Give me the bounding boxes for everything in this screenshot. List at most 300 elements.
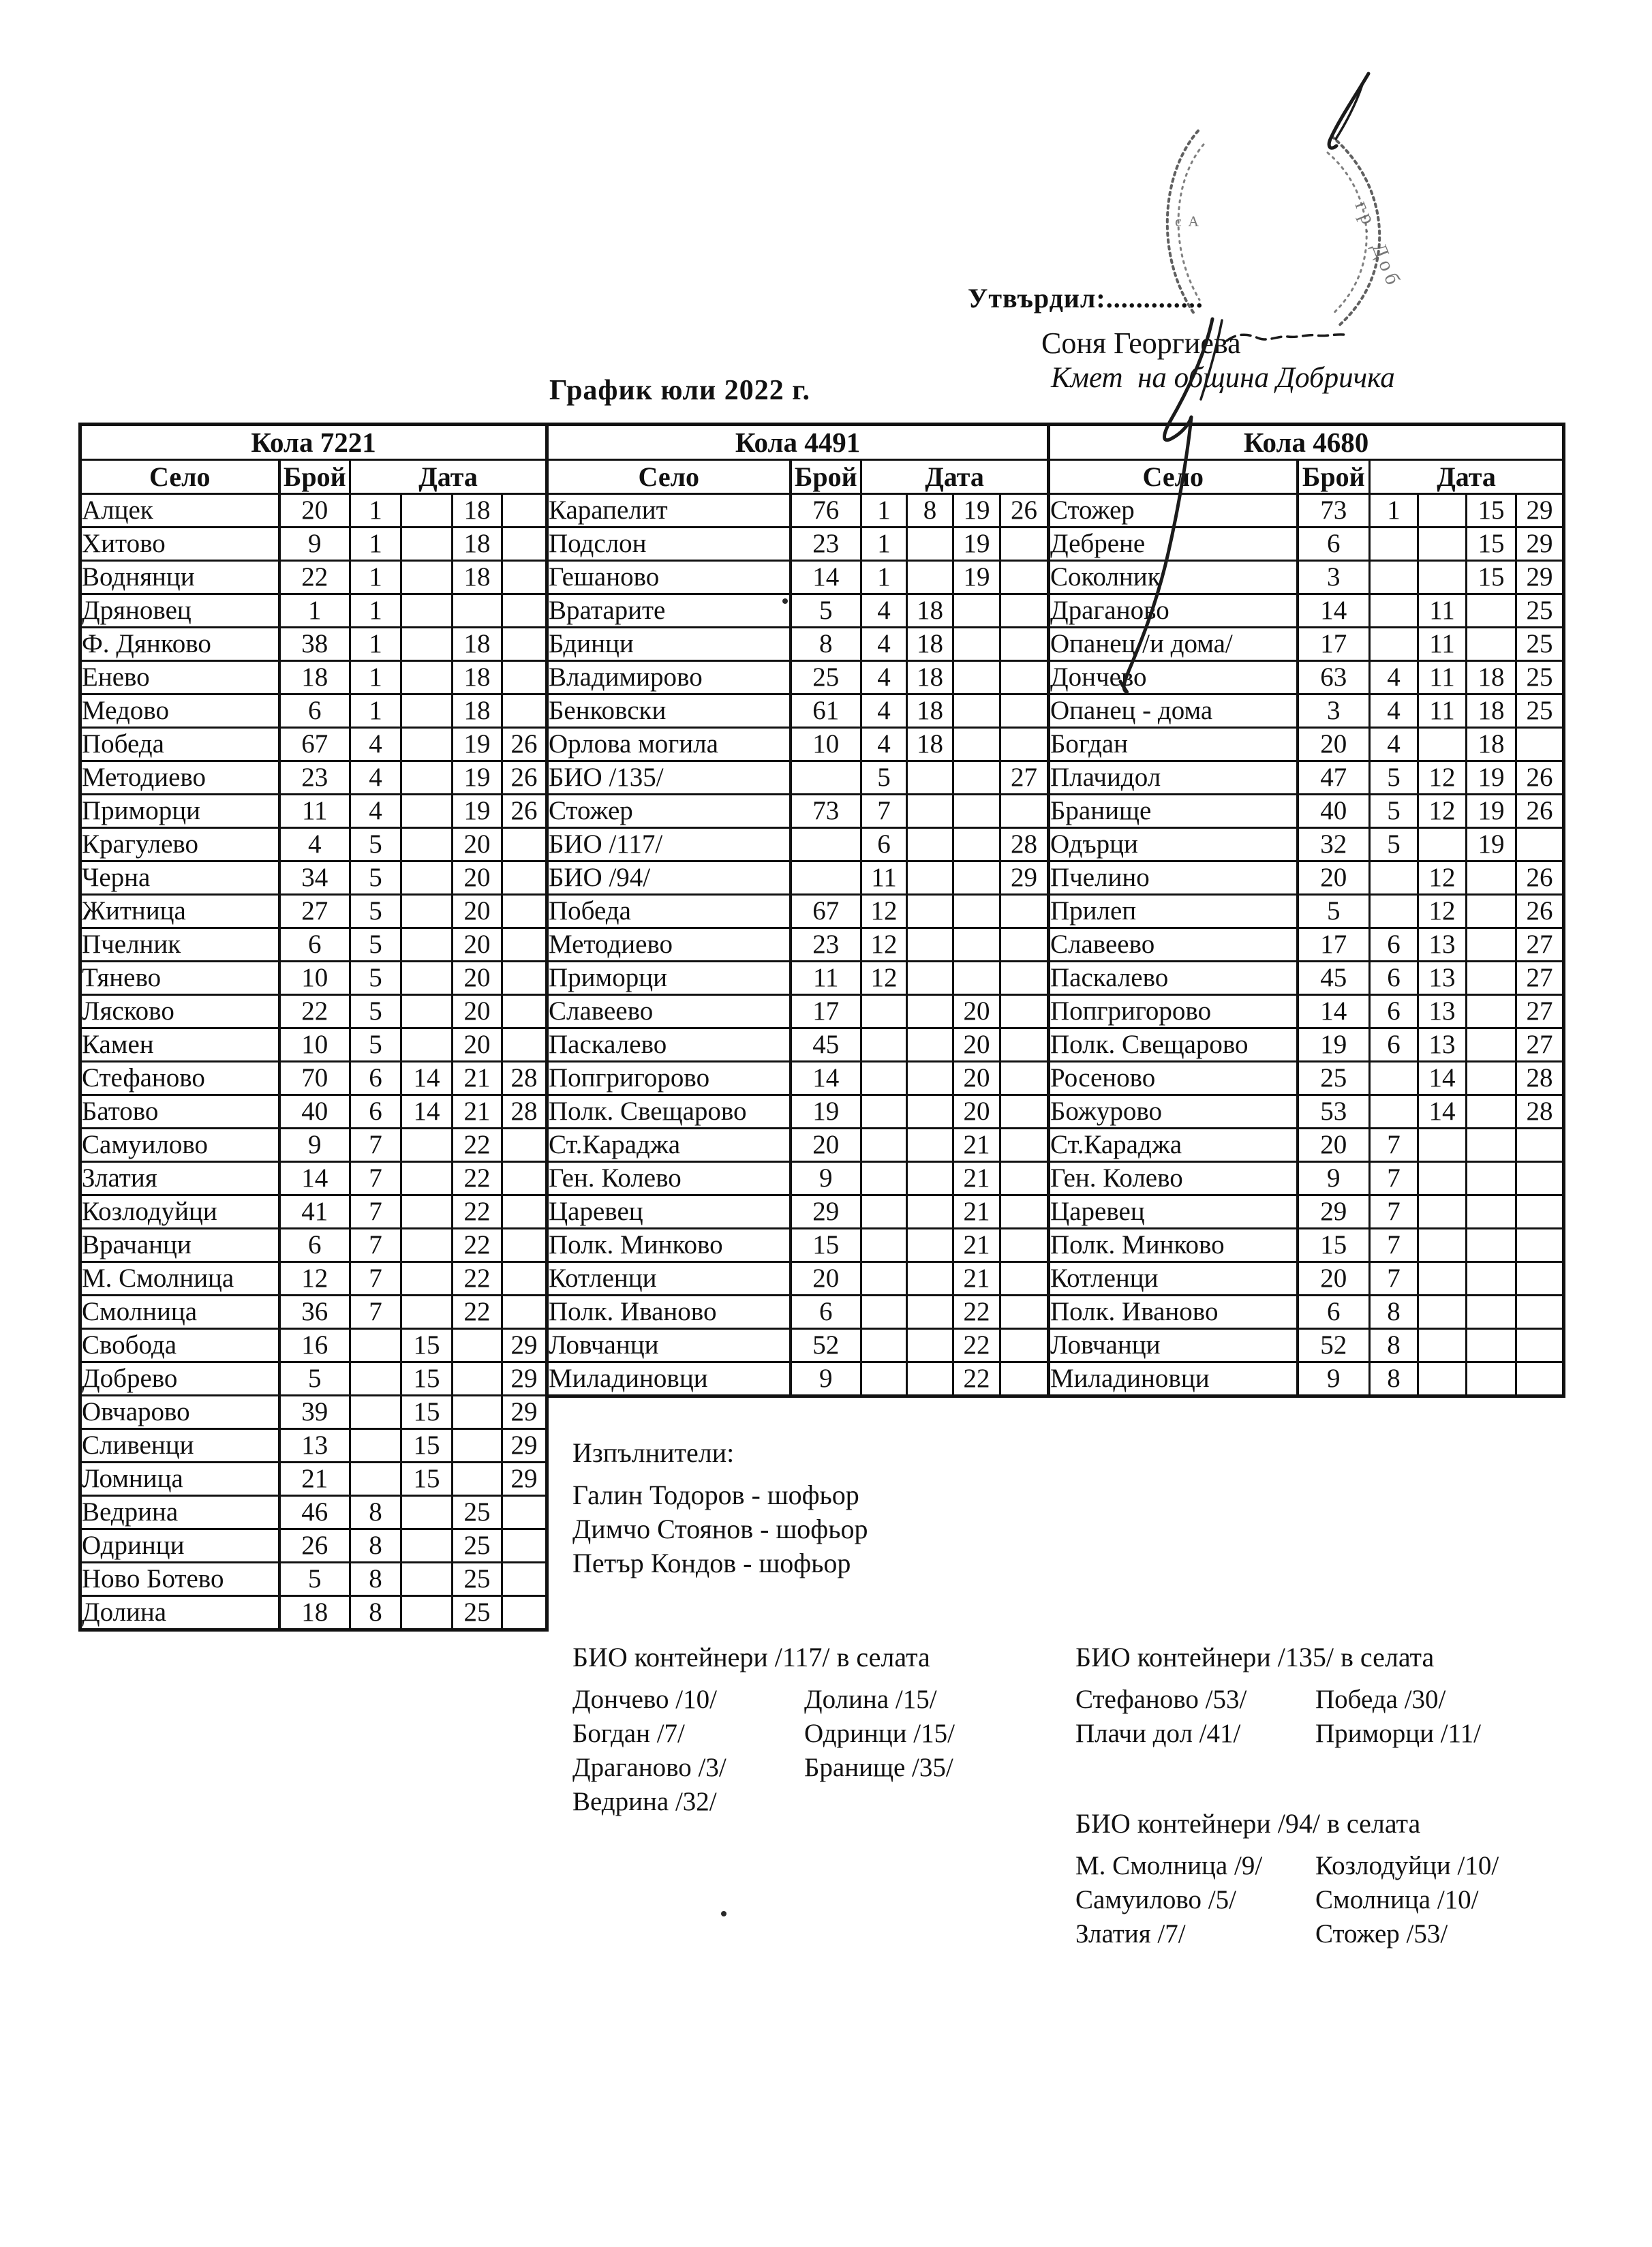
count-cell: 34	[279, 861, 350, 895]
count-cell: 9	[279, 528, 350, 561]
date-cell: 26	[1516, 895, 1564, 928]
table-row	[80, 528, 547, 561]
date-cell	[1370, 861, 1418, 895]
date-cell	[1000, 728, 1049, 761]
date-cell: 11	[1418, 661, 1467, 694]
date-cell	[401, 694, 453, 728]
executor-item: Петър Кондов - шофьор	[572, 1548, 851, 1578]
date-cell: 7	[350, 1262, 401, 1296]
count-cell: 9	[1298, 1362, 1370, 1396]
date-cell: 7	[1370, 1162, 1418, 1195]
table-row	[1049, 1296, 1564, 1329]
date-cell	[1418, 1162, 1467, 1195]
date-cell	[1000, 1262, 1049, 1296]
date-cell: 15	[1467, 561, 1516, 594]
village-cell: Пчелино	[1049, 861, 1298, 895]
date-cell: 26	[1516, 861, 1564, 895]
date-cell: 18	[907, 694, 953, 728]
date-cell: 12	[1418, 895, 1467, 928]
count-cell: 14	[791, 1062, 861, 1095]
date-cell: 18	[453, 628, 502, 661]
date-cell: 7	[350, 1296, 401, 1329]
table-row	[547, 895, 1049, 928]
count-cell: 47	[1298, 761, 1370, 795]
date-cell: 29	[1000, 861, 1049, 895]
table-row	[1049, 661, 1564, 694]
date-cell: 4	[861, 728, 907, 761]
village-cell: Гешаново	[547, 561, 791, 594]
count-cell: 5	[279, 1362, 350, 1396]
date-cell	[401, 895, 453, 928]
date-cell	[907, 1362, 953, 1396]
date-cell	[1000, 895, 1049, 928]
village-cell: Божурово	[1049, 1095, 1298, 1129]
date-cell: 1	[350, 494, 401, 528]
date-cell: 28	[1516, 1095, 1564, 1129]
date-cell	[401, 962, 453, 995]
date-cell	[502, 928, 547, 962]
count-cell: 29	[1298, 1195, 1370, 1229]
village-cell: Приморци	[80, 795, 279, 828]
date-cell	[502, 1195, 547, 1229]
village-cell: Методиево	[80, 761, 279, 795]
date-cell: 26	[1516, 795, 1564, 828]
date-cell	[401, 1129, 453, 1162]
count-cell: 23	[791, 528, 861, 561]
date-cell	[453, 594, 502, 628]
bio-item: Стефаново /53/	[1075, 1685, 1247, 1714]
bio-item: Стожер /53/	[1315, 1919, 1448, 1948]
count-cell: 73	[791, 795, 861, 828]
table-row	[80, 694, 547, 728]
date-cell	[907, 1129, 953, 1162]
date-cell: 18	[453, 694, 502, 728]
table-row	[1049, 594, 1564, 628]
table-row	[80, 1062, 547, 1095]
count-cell: 52	[791, 1329, 861, 1362]
date-cell	[907, 1062, 953, 1095]
count-cell: 23	[279, 761, 350, 795]
village-cell: Полк. Свещарово	[547, 1095, 791, 1129]
date-cell: 22	[453, 1162, 502, 1195]
table-row	[80, 1296, 547, 1329]
table-row	[80, 928, 547, 962]
bio-item: Златия /7/	[1075, 1919, 1186, 1948]
date-cell: 25	[1516, 628, 1564, 661]
date-cell	[401, 594, 453, 628]
table-row	[1049, 728, 1564, 761]
date-cell	[1467, 1195, 1516, 1229]
table-row	[1049, 1028, 1564, 1062]
date-cell	[1000, 1296, 1049, 1329]
table-row	[1049, 628, 1564, 661]
date-cell	[1467, 1129, 1516, 1162]
count-cell: 61	[791, 694, 861, 728]
village-cell: Ст.Караджа	[547, 1129, 791, 1162]
table-row	[547, 1329, 1049, 1362]
date-cell	[453, 1362, 502, 1396]
date-cell	[1418, 1229, 1467, 1262]
date-cell	[453, 1396, 502, 1429]
table-row	[547, 1362, 1049, 1396]
date-cell	[502, 828, 547, 861]
date-cell	[861, 1229, 907, 1262]
date-cell	[1516, 728, 1564, 761]
village-cell: Енево	[80, 661, 279, 694]
village-cell: Владимирово	[547, 661, 791, 694]
date-cell: 8	[907, 494, 953, 528]
date-cell: 28	[1516, 1062, 1564, 1095]
bio-item: Победа /30/	[1315, 1685, 1446, 1714]
date-cell: 18	[453, 528, 502, 561]
executors-heading: Изпълнители:	[572, 1437, 735, 1468]
count-cell: 20	[791, 1129, 861, 1162]
village-cell: Дончево	[1049, 661, 1298, 694]
date-cell	[1467, 995, 1516, 1028]
count-cell: 20	[1298, 1129, 1370, 1162]
table-row	[1049, 995, 1564, 1028]
bio-item: Одринци /15/	[804, 1719, 955, 1748]
date-cell: 1	[861, 528, 907, 561]
date-cell: 15	[401, 1463, 453, 1496]
table-row	[547, 928, 1049, 962]
village-cell: Прилеп	[1049, 895, 1298, 928]
stamp-arc-left-inner	[1178, 144, 1204, 300]
date-cell: 4	[1370, 694, 1418, 728]
village-cell: Стожер	[547, 795, 791, 828]
date-cell	[907, 1229, 953, 1262]
date-cell	[401, 728, 453, 761]
date-cell: 14	[401, 1062, 453, 1095]
date-cell	[401, 861, 453, 895]
date-cell: 7	[1370, 1195, 1418, 1229]
date-cell: 6	[350, 1062, 401, 1095]
village-cell: Полк. Минково	[547, 1229, 791, 1262]
date-cell	[907, 528, 953, 561]
scan-speck	[721, 1911, 726, 1916]
date-cell: 4	[350, 795, 401, 828]
date-cell: 21	[453, 1095, 502, 1129]
date-cell: 4	[1370, 661, 1418, 694]
date-cell	[1418, 1329, 1467, 1362]
date-cell	[1000, 1329, 1049, 1362]
village-cell: Паскалево	[1049, 962, 1298, 995]
date-cell: 20	[453, 828, 502, 861]
date-cell	[861, 1162, 907, 1195]
village-cell: Свобода	[80, 1329, 279, 1362]
date-cell: 22	[953, 1329, 1000, 1362]
bio-block-117	[572, 1641, 955, 1819]
count-cell: 9	[1298, 1162, 1370, 1195]
village-cell: Полк. Минково	[1049, 1229, 1298, 1262]
date-cell	[401, 1563, 453, 1596]
count-cell: 36	[279, 1296, 350, 1329]
date-cell: 21	[953, 1262, 1000, 1296]
date-cell	[907, 861, 953, 895]
table-row	[80, 861, 547, 895]
date-cell	[1467, 628, 1516, 661]
village-cell: Вратарите	[547, 594, 791, 628]
table-row	[547, 1129, 1049, 1162]
count-cell: 70	[279, 1062, 350, 1095]
date-cell: 25	[1516, 694, 1564, 728]
date-cell	[907, 928, 953, 962]
date-cell: 4	[1370, 728, 1418, 761]
count-cell: 12	[279, 1262, 350, 1296]
date-cell	[502, 1596, 547, 1630]
date-cell: 18	[907, 628, 953, 661]
date-cell	[502, 694, 547, 728]
date-cell	[502, 594, 547, 628]
date-cell	[401, 928, 453, 962]
table-row	[547, 1162, 1049, 1195]
date-cell: 29	[502, 1362, 547, 1396]
table-row	[80, 1463, 547, 1496]
date-cell: 20	[453, 861, 502, 895]
date-cell	[401, 1229, 453, 1262]
date-cell: 11	[861, 861, 907, 895]
village-cell: Полк. Иваново	[547, 1296, 791, 1329]
date-cell: 22	[453, 1129, 502, 1162]
table-row	[1049, 1095, 1564, 1129]
date-cell: 8	[1370, 1362, 1418, 1396]
date-cell	[1418, 828, 1467, 861]
table-row	[80, 594, 547, 628]
date-cell	[1467, 1229, 1516, 1262]
date-cell: 5	[350, 895, 401, 928]
count-cell: 3	[1298, 694, 1370, 728]
count-cell: 45	[1298, 962, 1370, 995]
village-cell: Смолница	[80, 1296, 279, 1329]
village-cell: БИО /94/	[547, 861, 791, 895]
date-cell: 22	[453, 1195, 502, 1229]
count-cell: 6	[279, 694, 350, 728]
date-cell: 20	[953, 1095, 1000, 1129]
date-cell	[401, 494, 453, 528]
count-cell: 40	[1298, 795, 1370, 828]
count-cell: 25	[1298, 1062, 1370, 1095]
executor-item: Галин Тодоров - шофьор	[572, 1480, 859, 1510]
date-cell: 7	[350, 1195, 401, 1229]
date-cell: 5	[350, 861, 401, 895]
table-row	[80, 1262, 547, 1296]
village-cell: Славеево	[547, 995, 791, 1028]
date-cell	[401, 561, 453, 594]
count-cell: 21	[279, 1463, 350, 1496]
village-cell: Методиево	[547, 928, 791, 962]
date-cell	[907, 1028, 953, 1062]
date-cell	[350, 1362, 401, 1396]
village-cell: Стожер	[1049, 494, 1298, 528]
date-cell	[1467, 1329, 1516, 1362]
date-cell: 7	[350, 1229, 401, 1262]
date-cell: 27	[1516, 995, 1564, 1028]
date-cell: 13	[1418, 995, 1467, 1028]
count-cell: 4	[279, 828, 350, 861]
date-cell	[1000, 694, 1049, 728]
count-cell: 53	[1298, 1095, 1370, 1129]
village-cell: Богдан	[1049, 728, 1298, 761]
date-cell	[350, 1429, 401, 1463]
table-title: Кола 4491	[547, 425, 1049, 460]
date-cell: 20	[953, 1028, 1000, 1062]
date-cell: 5	[350, 995, 401, 1028]
date-cell	[953, 628, 1000, 661]
table-row	[80, 1195, 547, 1229]
date-cell	[907, 995, 953, 1028]
count-cell: 67	[791, 895, 861, 928]
village-cell: Соколник	[1049, 561, 1298, 594]
date-cell	[1467, 895, 1516, 928]
table-row	[1049, 928, 1564, 962]
date-cell	[861, 1362, 907, 1396]
date-cell: 7	[1370, 1129, 1418, 1162]
table-row	[80, 1496, 547, 1529]
date-cell	[1467, 1062, 1516, 1095]
village-cell: Батово	[80, 1095, 279, 1129]
table-row	[80, 1362, 547, 1396]
village-cell: Славеево	[1049, 928, 1298, 962]
date-cell: 5	[1370, 795, 1418, 828]
table-row	[547, 1028, 1049, 1062]
date-cell: 6	[350, 1095, 401, 1129]
date-cell	[953, 661, 1000, 694]
date-cell	[1516, 1229, 1564, 1262]
date-cell	[502, 1129, 547, 1162]
village-cell: Паскалево	[547, 1028, 791, 1062]
date-cell	[1516, 1195, 1564, 1229]
count-cell: 14	[1298, 995, 1370, 1028]
date-cell: 18	[453, 561, 502, 594]
date-cell: 18	[907, 728, 953, 761]
count-cell: 46	[279, 1496, 350, 1529]
date-cell: 1	[350, 694, 401, 728]
count-cell: 13	[279, 1429, 350, 1463]
village-cell: Бдинци	[547, 628, 791, 661]
village-cell: Приморци	[547, 962, 791, 995]
date-cell: 5	[1370, 761, 1418, 795]
date-cell	[1370, 594, 1418, 628]
table-row	[80, 1596, 547, 1630]
count-cell: 25	[791, 661, 861, 694]
date-cell: 28	[1000, 828, 1049, 861]
date-cell: 14	[1418, 1062, 1467, 1095]
table-title: Кола 7221	[80, 425, 547, 460]
village-cell: Дебрене	[1049, 528, 1298, 561]
date-cell: 26	[502, 795, 547, 828]
date-cell	[1370, 628, 1418, 661]
date-cell	[907, 795, 953, 828]
date-cell: 14	[401, 1095, 453, 1129]
date-cell: 21	[953, 1195, 1000, 1229]
village-cell: Ст.Караджа	[1049, 1129, 1298, 1162]
table-row	[547, 661, 1049, 694]
table-row	[80, 728, 547, 761]
date-cell	[401, 528, 453, 561]
count-cell: 6	[1298, 528, 1370, 561]
approval-signer-name: Соня Георгиева	[1041, 326, 1241, 360]
column-header-village: Село	[547, 460, 791, 494]
date-cell	[861, 1296, 907, 1329]
date-cell: 4	[350, 761, 401, 795]
bio-item: Ведрина /32/	[572, 1787, 717, 1816]
date-cell: 21	[953, 1162, 1000, 1195]
date-cell	[1000, 1129, 1049, 1162]
date-cell	[502, 861, 547, 895]
village-cell: Орлова могила	[547, 728, 791, 761]
village-cell: Одринци	[80, 1529, 279, 1563]
date-cell: 13	[1418, 962, 1467, 995]
column-header-count: Брой	[791, 460, 861, 494]
village-cell: Ново Ботево	[80, 1563, 279, 1596]
date-cell: 27	[1000, 761, 1049, 795]
date-cell	[502, 1162, 547, 1195]
date-cell	[1516, 828, 1564, 861]
village-cell: Попгригорово	[1049, 995, 1298, 1028]
date-cell: 6	[1370, 1028, 1418, 1062]
date-cell	[953, 761, 1000, 795]
table-row	[547, 828, 1049, 861]
date-cell	[1418, 1362, 1467, 1396]
date-cell	[1000, 962, 1049, 995]
count-cell	[791, 828, 861, 861]
date-cell: 4	[861, 594, 907, 628]
village-cell: Царевец	[547, 1195, 791, 1229]
village-cell: Ломница	[80, 1463, 279, 1496]
date-cell: 18	[1467, 728, 1516, 761]
date-cell	[401, 995, 453, 1028]
count-cell: 73	[1298, 494, 1370, 528]
date-cell: 1	[350, 594, 401, 628]
schedule-table-kola-4680	[1047, 423, 1565, 1398]
bio-block-title: БИО контейнери /135/ в селата	[1075, 1642, 1435, 1672]
bio-item: Козлодуйци /10/	[1315, 1851, 1499, 1880]
date-cell	[502, 1028, 547, 1062]
date-cell: 5	[350, 828, 401, 861]
date-cell: 19	[1467, 761, 1516, 795]
table-row	[1049, 828, 1564, 861]
date-cell: 20	[953, 1062, 1000, 1095]
count-cell: 17	[1298, 628, 1370, 661]
count-cell: 52	[1298, 1329, 1370, 1362]
count-cell: 40	[279, 1095, 350, 1129]
date-cell	[401, 761, 453, 795]
bio-block-135	[1075, 1641, 1481, 1751]
count-cell: 16	[279, 1329, 350, 1362]
date-cell	[1418, 1195, 1467, 1229]
table-row	[80, 661, 547, 694]
count-cell: 14	[279, 1162, 350, 1195]
date-cell	[1467, 962, 1516, 995]
date-cell: 15	[401, 1329, 453, 1362]
table-row	[80, 761, 547, 795]
date-cell: 19	[953, 494, 1000, 528]
date-cell: 6	[861, 828, 907, 861]
count-cell: 29	[791, 1195, 861, 1229]
date-cell	[1000, 528, 1049, 561]
date-cell	[953, 895, 1000, 928]
date-cell	[953, 962, 1000, 995]
date-cell	[1467, 594, 1516, 628]
count-cell: 20	[791, 1262, 861, 1296]
executors-block	[572, 1437, 868, 1580]
count-cell: 41	[279, 1195, 350, 1229]
date-cell: 8	[350, 1563, 401, 1596]
date-cell	[1418, 494, 1467, 528]
date-cell	[1000, 928, 1049, 962]
table-row	[1049, 761, 1564, 795]
date-cell	[401, 795, 453, 828]
